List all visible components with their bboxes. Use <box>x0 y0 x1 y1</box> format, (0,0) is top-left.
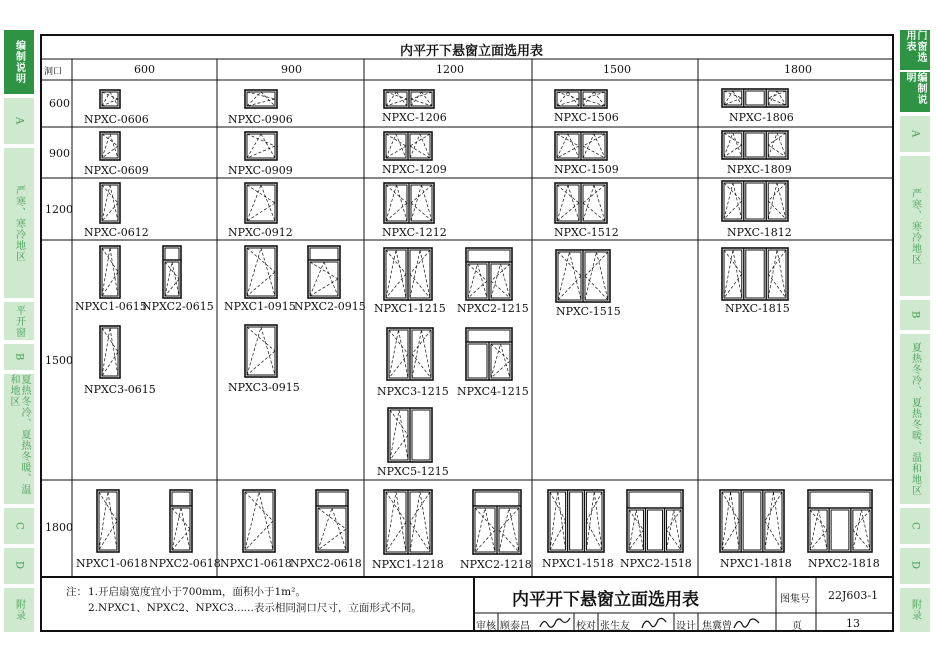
col-header-1800: 1800 <box>784 63 812 76</box>
notes-prefix: 注： <box>66 586 87 598</box>
window-code: NPXC-1506 <box>554 111 619 124</box>
checker-signature <box>642 618 666 628</box>
col-header-1500: 1500 <box>603 63 631 76</box>
window-code: NPXC2-0915 <box>294 300 366 313</box>
window-code: NPXC-0906 <box>228 113 293 126</box>
window-code: NPXC2-1215 <box>457 302 529 315</box>
review-label: 审核 <box>476 621 496 632</box>
window-code: NPXC-0909 <box>228 164 293 177</box>
col-header-1200: 1200 <box>436 63 464 76</box>
window-code: NPXC-1512 <box>554 226 619 239</box>
sidebar-tab-b-r[interactable]: B <box>900 300 930 330</box>
window-code: NPXC-1509 <box>554 163 619 176</box>
window-code: NPXC1-1215 <box>374 302 446 315</box>
window-code: NPXC1-1818 <box>720 557 792 570</box>
atlas-label: 图集号 <box>780 594 810 605</box>
window-code: NPXC5-1215 <box>377 465 449 478</box>
window-code: NPXC3-0915 <box>228 381 300 394</box>
window-code: NPXC-1815 <box>725 302 790 315</box>
designer-signature <box>734 619 759 628</box>
sidebar-tab-a-r[interactable]: A <box>900 116 930 152</box>
row-header-1500: 1500 <box>45 354 73 367</box>
window-code: NPXC1-0615 <box>75 300 147 313</box>
sidebar-tab-d[interactable]: D <box>4 548 34 584</box>
window-code: NPXC-0612 <box>84 226 149 239</box>
window-code: NPXC2-1818 <box>808 557 880 570</box>
window-code: NPXC1-0915 <box>224 300 296 313</box>
window-code: NPXC1-1218 <box>372 558 444 571</box>
sidebar-tab-c-r[interactable]: C <box>900 508 930 544</box>
reviewer-name: 顾泰昌 <box>500 621 530 632</box>
atlas-number: 22J603-1 <box>828 589 879 602</box>
window-code: NPXC-0912 <box>228 226 293 239</box>
reviewer-signature <box>540 618 570 627</box>
notes-line-1: 1.开启扇宽度宜小于700mm，面积小于1m²。 <box>88 586 306 598</box>
window-code: NPXC-1809 <box>727 163 792 176</box>
window-code: NPXC2-1518 <box>620 557 692 570</box>
page-label: 页 <box>792 621 802 632</box>
row-header-1800: 1800 <box>45 521 73 534</box>
window-code: NPXC-1806 <box>729 111 794 124</box>
window-code: NPXC-0606 <box>84 113 149 126</box>
window-code: NPXC-0609 <box>84 164 149 177</box>
sidebar-tab-a[interactable]: A <box>4 98 34 144</box>
design-label: 设计 <box>676 621 696 632</box>
sidebar-tab-c[interactable]: C <box>4 508 34 544</box>
sidebar-tab-cold-r[interactable]: 严寒、寒冷地区 <box>900 156 930 296</box>
sidebar-tab-selection[interactable]: 门窗选用表 <box>900 30 930 70</box>
header-label: 洞口 <box>44 67 63 77</box>
row-header-900: 900 <box>49 147 70 160</box>
sidebar-tab-appendix-r[interactable]: 附录 <box>900 588 930 632</box>
window-code: NPXC-1206 <box>382 111 447 124</box>
check-label: 校对 <box>576 621 596 632</box>
window-code: NPXC2-0618 <box>149 557 221 570</box>
col-header-900: 900 <box>281 63 302 76</box>
sidebar-tab-d-r[interactable]: D <box>900 548 930 584</box>
window-code: NPXC1-1518 <box>542 557 614 570</box>
checker-name: 张生友 <box>600 621 630 632</box>
sidebar-tab-casement[interactable]: 平开窗 <box>4 302 34 340</box>
sidebar-tab-warm-r[interactable]: 夏热冬冷、夏热冬暖、温和地区 <box>900 334 930 504</box>
window-code: NPXC2-1218 <box>460 558 532 571</box>
sidebar-tab-b[interactable]: B <box>4 344 34 370</box>
window-code: NPXC1-0618 <box>220 557 292 570</box>
sidebar-tab-appendix[interactable]: 附录 <box>4 588 34 632</box>
window-code: NPXC-1515 <box>556 305 621 318</box>
window-code: NPXC2-0615 <box>142 300 214 313</box>
sidebar-tab-notes-r[interactable]: 编制说明 <box>900 72 930 112</box>
designer-name: 焦冀曾 <box>702 621 732 632</box>
table-title: 内平开下悬窗立面选用表 <box>400 44 544 59</box>
window-code: NPXC-1212 <box>382 226 447 239</box>
sidebar-tab-notes[interactable]: 编制说明 <box>4 30 34 94</box>
title-block-title: 内平开下悬窗立面选用表 <box>512 590 699 610</box>
window-code: NPXC3-1215 <box>377 385 449 398</box>
window-code: NPXC3-0615 <box>84 383 156 396</box>
page-number: 13 <box>846 617 860 630</box>
window-code: NPXC-1812 <box>727 226 792 239</box>
col-header-600: 600 <box>134 63 155 76</box>
window-code: NPXC4-1215 <box>457 385 529 398</box>
window-code: NPXC1-0618 <box>76 557 148 570</box>
sidebar-tab-cold[interactable]: 严寒、寒冷地区 <box>4 148 34 298</box>
window-code: NPXC-1209 <box>382 163 447 176</box>
row-header-1200: 1200 <box>45 203 73 216</box>
row-header-600: 600 <box>49 97 70 110</box>
window-code: NPXC2-0618 <box>290 557 362 570</box>
notes-line-2: 2.NPXC1、NPXC2、NPXC3......表示相同洞口尺寸，立面形式不同。 <box>88 602 422 614</box>
sidebar-tab-warm[interactable]: 夏热冬冷、夏热冬暖、温和地区 <box>4 374 34 504</box>
